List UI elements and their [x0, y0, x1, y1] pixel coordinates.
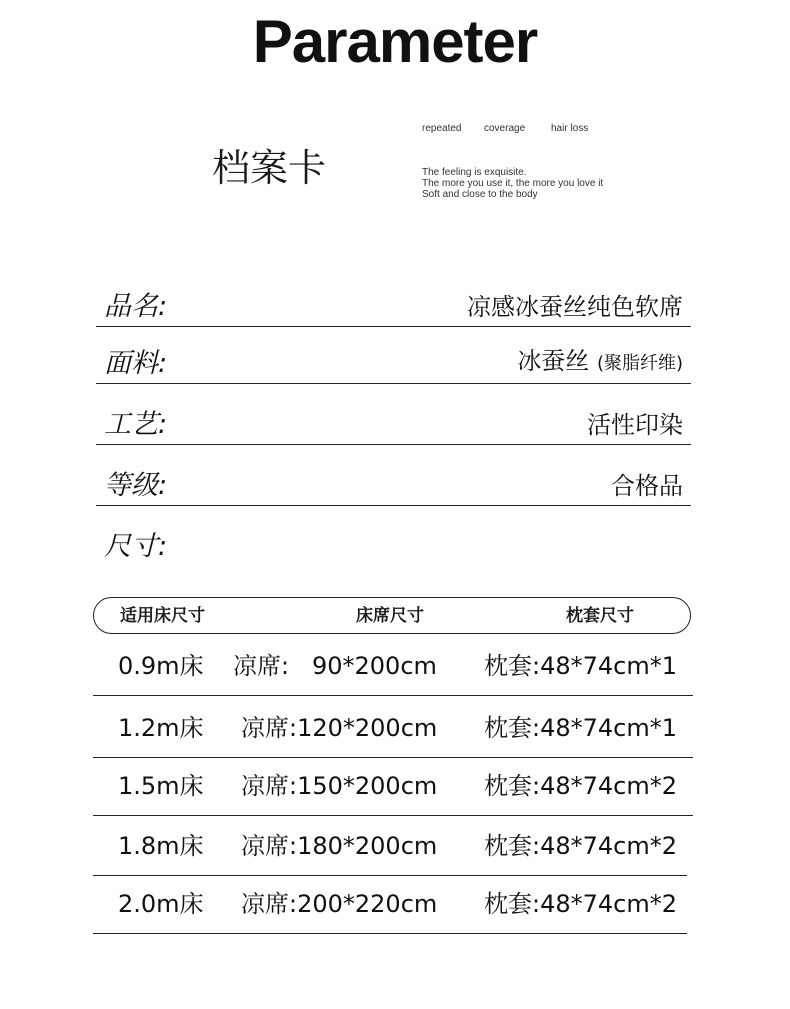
spec-row-size — [96, 521, 396, 567]
tag-hair-loss: hair loss — [551, 123, 589, 134]
brand-title: Parameter — [252, 8, 538, 75]
bed-size-cell: 2.0m床 — [118, 890, 204, 918]
spec-value — [587, 409, 683, 441]
divider — [96, 444, 691, 445]
spec-value-text: 活性印染 — [587, 411, 683, 439]
tag-repeated: repeated — [422, 123, 462, 134]
divider — [93, 933, 687, 934]
bed-size-cell: 1.2m床 — [118, 714, 204, 742]
bed-size-cell: 1.5m床 — [118, 772, 204, 800]
divider — [93, 695, 693, 696]
table-row — [93, 700, 693, 758]
spec-label: 尺寸: — [104, 531, 168, 562]
column-header-pillow-size: 枕套尺寸 — [566, 606, 634, 626]
divider — [93, 815, 693, 816]
spec-value-text: 冰蚕丝 — [517, 347, 597, 375]
mat-size-cell: 凉席:150*200cm — [241, 772, 438, 800]
pillow-size-cell: 枕套:48*74cm*1 — [484, 714, 678, 742]
table-row — [93, 638, 693, 696]
divider — [96, 505, 691, 506]
bed-size-cell: 1.8m床 — [118, 832, 204, 860]
spec-row-grade — [96, 460, 691, 506]
table-row — [93, 818, 693, 876]
column-header-bed-size: 适用床尺寸 — [120, 606, 205, 626]
pillow-size-cell: 枕套:48*74cm*1 — [484, 652, 678, 680]
spec-label: 等级: — [104, 470, 168, 501]
spec-label: 面料: — [104, 348, 168, 379]
card-title: 档案卡 — [212, 146, 327, 190]
pillow-size-cell: 枕套:48*74cm*2 — [484, 772, 678, 800]
divider — [96, 383, 691, 384]
bed-size-cell: 0.9m床 — [118, 652, 204, 680]
spec-value-text: 合格品 — [611, 472, 683, 500]
spec-label: 品名: — [104, 291, 168, 322]
pillow-size-cell: 枕套:48*74cm*2 — [484, 890, 678, 918]
spec-value — [611, 470, 683, 502]
spec-value — [467, 291, 683, 323]
spec-value-text: 凉感冰蚕丝纯色软席 — [467, 293, 683, 321]
mat-size-cell: 凉席: 90*200cm — [233, 652, 437, 680]
tagline: The more you use it, the more you love it — [422, 178, 604, 189]
pillow-size-cell: 枕套:48*74cm*2 — [484, 832, 678, 860]
spec-row-product-name — [96, 281, 691, 327]
spec-label: 工艺: — [104, 409, 168, 440]
divider — [96, 326, 691, 327]
mat-size-cell: 凉席:200*220cm — [241, 890, 438, 918]
size-table-header — [93, 597, 691, 634]
table-row — [93, 758, 693, 816]
mat-size-cell: 凉席:180*200cm — [241, 832, 438, 860]
spec-value-note: (聚脂纤维) — [596, 353, 683, 374]
spec-row-craft — [96, 399, 691, 445]
mat-size-cell: 凉席:120*200cm — [241, 714, 438, 742]
tagline: Soft and close to the body — [422, 189, 538, 200]
tag-coverage: coverage — [484, 123, 526, 134]
tagline: The feeling is exquisite. — [422, 167, 527, 178]
spec-value — [517, 345, 683, 380]
table-row — [93, 876, 693, 934]
column-header-mat-size: 床席尺寸 — [356, 606, 424, 626]
spec-row-fabric — [96, 338, 691, 384]
